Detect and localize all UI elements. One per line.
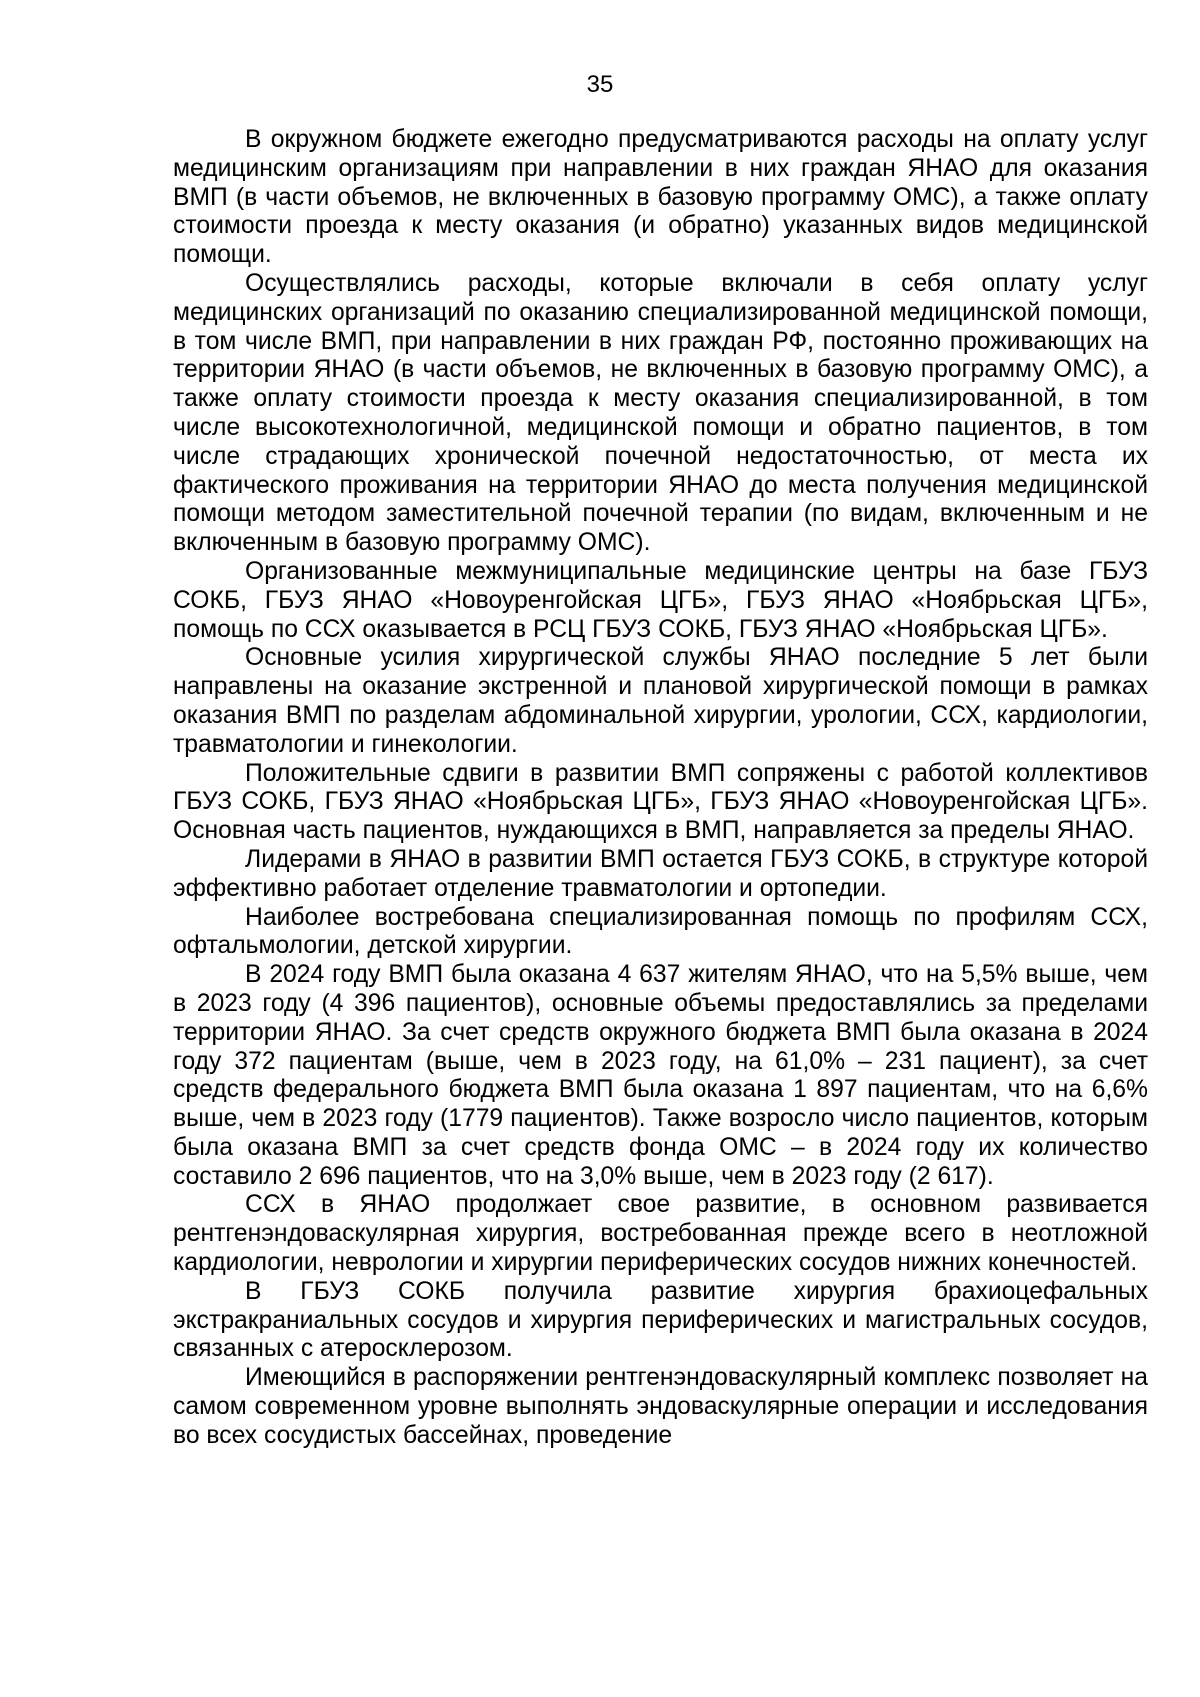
document-body xyxy=(173,126,1148,1451)
paragraph-regional-budget-expenses: В окружном бюджете ежегодно предусматриваются расходы на оплату услуг медицинским организациям при направлении в них граждан ЯНАО для оказания ВМП (в части объемов, не включенных в базовую программу ОМС), а также оплату стоимости проезда к месту оказания (и обратно) указанных видов медицинской помощи. xyxy=(173,126,1148,269)
paragraph-leaders: Лидерами в ЯНАО в развитии ВМП остается ГБУЗ СОКБ, в структуре которой эффективно работает отделение травматологии и ортопедии. xyxy=(173,845,1148,902)
page-number: 35 xyxy=(586,71,614,98)
paragraph-positive-shifts: Положительные сдвиги в развитии ВМП сопряжены с работой коллективов ГБУЗ СОКБ, ГБУЗ ЯНАО «Ноябрьская ЦГБ», ГБУЗ ЯНАО «Новоуренгойская ЦГБ». Основная часть пациентов, нуждающихся в ВМП, направляется за пределы ЯНАО. xyxy=(173,759,1148,845)
paragraph-brachiocephalic-surgery: В ГБУЗ СОКБ получила развитие хирургия брахиоцефальных экстракраниальных сосудов и хирургия периферических и магистральных сосудов, связанных с атеросклерозом. xyxy=(173,1277,1148,1363)
paragraph-endovascular-complex: Имеющийся в распоряжении рентгенэндоваскулярный комплекс позволяет на самом современном уровне выполнять эндоваскулярные операции и исследования во всех сосудистых бассейнах, проведение xyxy=(173,1364,1148,1449)
paragraph-intermunicipal-centers: Организованные межмуниципальные медицинские центры на базе ГБУЗ СОКБ, ГБУЗ ЯНАО «Новоуренгойская ЦГБ», ГБУЗ ЯНАО «Ноябрьская ЦГБ», помощь по ССХ оказывается в РСЦ ГБУЗ СОКБ, ГБУЗ ЯНАО «Ноябрьская ЦГБ». xyxy=(173,557,1148,643)
paragraph-most-demanded-profiles: Наиболее востребована специализированная помощь по профилям ССХ, офтальмологии, детской хирургии. xyxy=(173,903,1148,960)
paragraph-specialized-care-expenses: Осуществлялись расходы, которые включали в себя оплату услуг медицинских организаций по оказанию специализированной медицинской помощи, в том числе ВМП, при направлении в них граждан РФ, постоянно проживающих на территории ЯНАО (в части объемов, не включенных в базовую программу ОМС), а также оплату стоимости проезда к месту оказания специализированной, в том числе высокотехнологичной, медицинской помощи и обратно пациентов, в том числе страдающих хронической почечной недостаточностью, от места их фактического проживания на территории ЯНАО до места получения медицинской помощи методом заместительной почечной терапии (по видам, включенным и не включенным в базовую программу ОМС). xyxy=(173,269,1148,557)
paragraph-surgical-service-efforts: Основные усилия хирургической службы ЯНАО последние 5 лет были направлены на оказание экстренной и плановой хирургической помощи в рамках оказания ВМП по разделам абдоминальной хирургии, урологии, ССХ, кардиологии, травматологии и гинекологии. xyxy=(173,644,1148,758)
paragraph-2024-statistics: В 2024 году ВМП была оказана 4 637 жителям ЯНАО, что на 5,5% выше, чем в 2023 году (4 396 пациентов), основные объемы предоставлялись за пределами территории ЯНАО. За счет средств окружного бюджета ВМП была оказана в 2024 году 372 пациентам (выше, чем в 2023 году, на 61,0% – 231 пациент), за счет средств федерального бюджета ВМП была оказана 1 897 пациентам, что на 6,6% выше, чем в 2023 году (1779 пациентов). Также возросло число пациентов, которым была оказана ВМП за счет средств фонда ОМС – в 2024 году их количество составило 2 696 пациентов, что на 3,0% выше, чем в 2023 году (2 617). xyxy=(173,961,1148,1190)
paragraph-cardiovascular-surgery: ССХ в ЯНАО продолжает свое развитие, в основном развивается рентгенэндоваскулярная хирургия, востребованная прежде всего в неотложной кардиологии, неврологии и хирургии периферических сосудов нижних конечностей. xyxy=(173,1191,1148,1277)
